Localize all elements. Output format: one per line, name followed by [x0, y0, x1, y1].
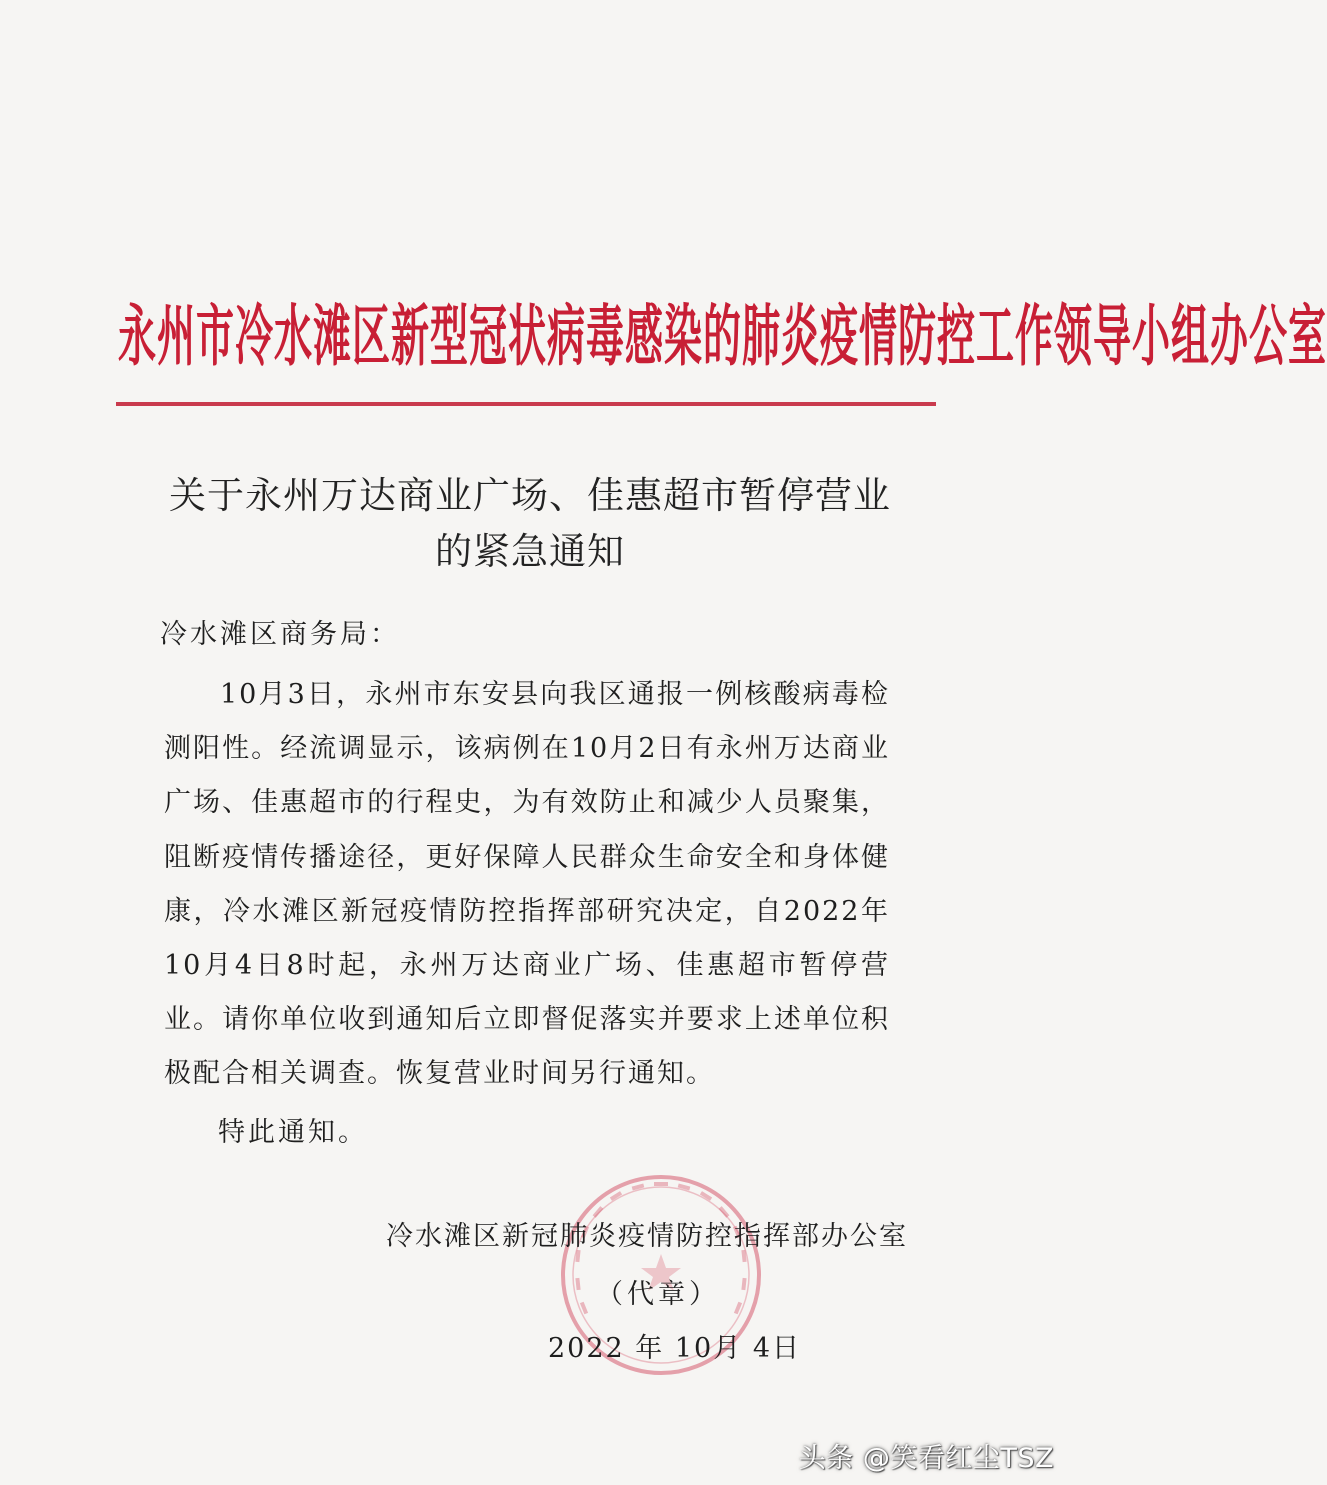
- notice-title: [120, 468, 940, 580]
- toutiao-watermark: 头条 @笑看红尘TSZ: [798, 1443, 1054, 1474]
- issue-date: 2022 年 10月 4日: [548, 1333, 801, 1364]
- notice-title-line-1: 关于永州万达商业广场、佳惠超市暂停营业: [169, 474, 891, 517]
- stamp-note: （代章）: [596, 1279, 720, 1310]
- issuing-office-title: 永州市冷水滩区新型冠状病毒感染的肺炎疫情防控工作领导小组办公室: [118, 297, 1327, 375]
- issuer-signature: 冷水滩区新冠肺炎疫情防控指挥部办公室: [386, 1221, 908, 1252]
- notice-title-line-2: 的紧急通知: [435, 530, 625, 573]
- notice-body: 10月3日，永州市东安县向我区通报一例核酸病毒检测阳性。经流调显示，该病例在10月2日有永州万达商业广场、佳惠超市的行程史，为有效防止和减少人员聚集，阻断疫情传播途径，更好保障人民群众生命安全和身体健康，冷水滩区新冠疫情防控指挥部研究决定，自2022年10月4日8时起，永州万达商业广场、佳惠超市暂停营业。请你单位收到通知后立即督促落实并要求上述单位积极配合相关调查。恢复营业时间另行通知。: [164, 679, 890, 1090]
- header-red-rule: [116, 402, 936, 406]
- closing-line: 特此通知。: [218, 1117, 368, 1148]
- addressee: 冷水滩区商务局：: [160, 619, 400, 650]
